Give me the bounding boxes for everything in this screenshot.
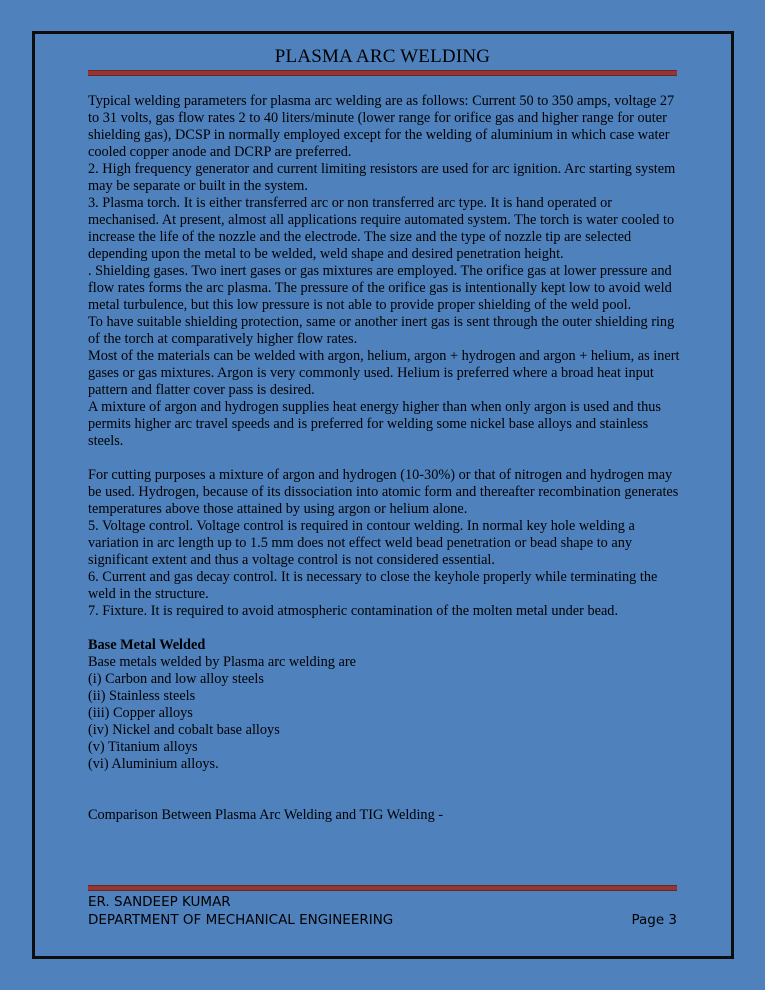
- footer-department: DEPARTMENT OF MECHANICAL ENGINEERING: [88, 912, 394, 928]
- list-item: (iii) Copper alloys: [88, 705, 193, 721]
- paragraph-gap: [88, 620, 680, 637]
- paragraph-parameters: Typical welding parameters for plasma arc welding are as follows: Current 50 to 350 amps, voltage 27 to 31 volts, gas flow rates 2 to 40 liters/minute (lower range for orifice gas and higher range for outer shielding gas), DCSP in normally employed except for the welding of aluminium in which case water cooled copper anode and DCRP are preferred.: [88, 93, 675, 160]
- paragraph-argon-hydrogen: A mixture of argon and hydrogen supplies heat energy higher than when only argon is used and thus permits higher arc travel speeds and is preferred for welding some nickel base alloys and stainless steels.: [88, 399, 661, 449]
- paragraph-materials: Most of the materials can be welded with argon, helium, argon + hydrogen and argon + helium, as inert gases or gas mixtures. Argon is very commonly used. Helium is preferred where a broad heat input pattern and flatter cover pass is desired.: [88, 348, 680, 398]
- section-heading-base-metal: Base Metal Welded: [88, 637, 206, 653]
- paragraph-arc-ignition: 2. High frequency generator and current limiting resistors are used for arc ignition. Arc starting system may be separate or built in the system.: [88, 161, 676, 194]
- list-item: (i) Carbon and low alloy steels: [88, 671, 264, 687]
- page-footer: [88, 893, 677, 929]
- paragraph-shielding-protection: To have suitable shielding protection, same or another inert gas is sent through the outer shielding ring of the torch at comparatively higher flow rates.: [88, 314, 675, 347]
- paragraph-plasma-torch: 3. Plasma torch. It is either transferred arc or non transferred arc type. It is hand operated or mechanised. At present, almost all applications require automated system. The torch is water cooled to increase the life of the nozzle and the electrode. The size and the type of nozzle tip are selected depending upon the metal to be welded, weld shape and desired penetration height.: [88, 195, 675, 262]
- paragraph-fixture: 7. Fixture. It is required to avoid atmospheric contamination of the molten metal under bead.: [88, 603, 619, 619]
- page-number: Page 3: [631, 912, 677, 928]
- list-item: (vi) Aluminium alloys.: [88, 756, 219, 772]
- header-rule: [88, 70, 677, 76]
- paragraph-decay-control: 6. Current and gas decay control. It is necessary to close the keyhole properly while terminating the weld in the structure.: [88, 569, 658, 602]
- list-item: (ii) Stainless steels: [88, 688, 196, 704]
- document-body: [88, 93, 680, 824]
- list-item: (v) Titanium alloys: [88, 739, 198, 755]
- footer-rule: [88, 885, 677, 891]
- page-title: PLASMA ARC WELDING: [274, 46, 491, 67]
- paragraph-cutting: For cutting purposes a mixture of argon and hydrogen (10-30%) or that of nitrogen and hydrogen may be used. Hydrogen, because of its dissociation into atomic form and thereafter recombination generates temperatures above those attained by using argon or helium alone.: [88, 467, 679, 517]
- paragraph-gap: [88, 450, 680, 467]
- paragraph-shielding-gases: . Shielding gases. Two inert gases or gas mixtures are employed. The orifice gas at lower pressure and flow rates forms the arc plasma. The pressure of the orifice gas is intentionally kept low to avoid weld metal turbulence, but this low pressure is not able to provide proper shielding of the weld pool.: [88, 263, 672, 313]
- paragraph-voltage-control: 5. Voltage control. Voltage control is required in contour welding. In normal key hole welding a variation in arc length up to 1.5 mm does not effect weld bead penetration or bead shape to any significant extent and thus a voltage control is not considered essential.: [88, 518, 635, 568]
- base-metal-intro: Base metals welded by Plasma arc welding are: [88, 654, 356, 670]
- comparison-heading: Comparison Between Plasma Arc Welding and TIG Welding -: [88, 807, 444, 823]
- paragraph-gap: [88, 773, 680, 807]
- footer-author: ER. SANDEEP KUMAR: [88, 894, 231, 910]
- list-item: (iv) Nickel and cobalt base alloys: [88, 722, 280, 738]
